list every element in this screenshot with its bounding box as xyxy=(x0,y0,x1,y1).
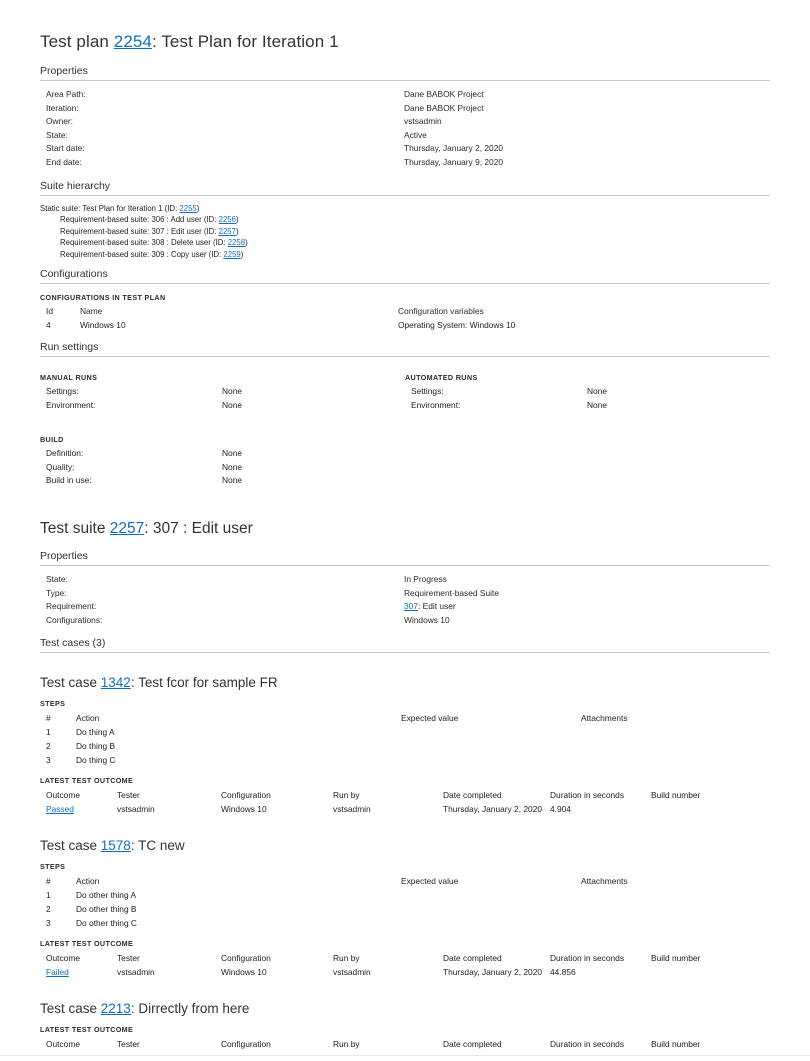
column-header-configuration: Configuration xyxy=(221,1039,271,1050)
latest-test-outcome-subheading: LATEST TEST OUTCOME xyxy=(40,1025,134,1035)
cell-expected-value xyxy=(401,902,581,916)
property-value: Dane BABOK Project xyxy=(404,89,484,99)
test-suite-id-link[interactable]: 2257 xyxy=(109,520,145,538)
cell-action: Do thing C xyxy=(76,755,116,766)
test-cases-heading: Test cases (3) xyxy=(40,637,770,653)
setting-label: Build in use: xyxy=(46,475,92,486)
column-header-configuration: Configuration xyxy=(221,790,271,801)
cell-configuration: Windows 10 xyxy=(221,804,267,815)
test-case-title xyxy=(40,1001,770,1016)
setting-value: None xyxy=(222,461,243,472)
test-case-title-prefix: Test case xyxy=(40,838,101,854)
property-label: Owner: xyxy=(46,116,73,127)
automated-runs-subheading: AUTOMATED RUNS xyxy=(405,373,478,383)
property-label: Requirement: xyxy=(46,601,97,612)
cell-expected-value xyxy=(401,888,581,902)
table-row xyxy=(40,739,770,753)
test-case-title xyxy=(40,675,770,690)
setting-value: None xyxy=(587,399,608,410)
test-case-title-suffix: : Dirrectly from here xyxy=(130,1001,250,1017)
suite-id-link[interactable]: 2256 xyxy=(218,215,236,225)
page-bottom-divider xyxy=(0,1055,810,1061)
manual-runs-column xyxy=(40,364,405,412)
test-case-title xyxy=(40,838,770,853)
steps-subheading: STEPS xyxy=(40,862,66,872)
property-row xyxy=(40,573,770,587)
configurations-subheading: CONFIGURATIONS IN TEST PLAN xyxy=(40,293,166,303)
table-row xyxy=(40,965,770,979)
cell-action: Do other thing C xyxy=(76,918,137,929)
property-value: Thursday, January 2, 2020 xyxy=(404,143,504,154)
column-header-name: Name xyxy=(80,306,103,317)
hierarchy-item-label-end: ) xyxy=(235,226,239,236)
column-header-build-number: Build number xyxy=(651,1039,701,1050)
test-case-id-link[interactable]: 1342 xyxy=(100,675,131,691)
column-header-build-number: Build number xyxy=(651,790,701,801)
cell-name: Windows 10 xyxy=(80,319,126,330)
cell-variables: Operating System: Windows 10 xyxy=(398,319,516,330)
hierarchy-item-label-end: ) xyxy=(245,238,248,248)
column-header-outcome: Outcome xyxy=(46,1039,80,1050)
configurations-table xyxy=(40,305,770,332)
build-settings-list xyxy=(40,447,770,488)
column-header-id: Id xyxy=(46,306,53,317)
property-value: Requirement-based Suite xyxy=(404,587,499,598)
property-value: Thursday, January 9, 2020 xyxy=(404,156,504,167)
test-suite-title xyxy=(40,520,770,538)
cell-duration: 4.904 xyxy=(550,804,571,815)
cell-run-by: vstsadmin xyxy=(333,804,371,815)
setting-value: None xyxy=(222,399,243,410)
test-case-title-suffix: : Test fcor for sample FR xyxy=(130,675,278,691)
outcome-status-link[interactable]: Failed xyxy=(46,967,69,978)
column-header-date-completed: Date completed xyxy=(443,1039,502,1050)
column-header-run-by: Run by xyxy=(333,953,360,964)
column-header-action: Action xyxy=(76,876,100,887)
cell-duration: 44.856 xyxy=(550,967,576,978)
requirement-title: : Edit user xyxy=(417,601,456,612)
suite-hierarchy-tree xyxy=(40,203,770,261)
build-row xyxy=(40,474,770,488)
column-header-attachments: Attachments xyxy=(581,876,628,887)
property-row xyxy=(40,102,770,116)
cell-expected-value xyxy=(401,753,581,767)
column-header-duration: Duration in seconds xyxy=(550,790,625,801)
property-row xyxy=(40,129,770,143)
test-case-id-link[interactable]: 2213 xyxy=(100,1001,131,1017)
build-subheading: BUILD xyxy=(40,435,64,445)
property-value: vstsadmin xyxy=(404,116,442,127)
property-row xyxy=(40,587,770,601)
property-row xyxy=(40,614,770,628)
outcome-table xyxy=(40,951,770,979)
column-header-duration: Duration in seconds xyxy=(550,1039,625,1050)
manual-runs-subheading: MANUAL RUNS xyxy=(40,373,98,383)
table-row xyxy=(40,725,770,739)
steps-table xyxy=(40,711,770,767)
column-header-expected-value: Expected value xyxy=(401,713,459,724)
suite-hierarchy-heading: Suite hierarchy xyxy=(40,180,770,196)
page-title-suffix: : Test Plan for Iteration 1 xyxy=(151,32,339,51)
property-label: Area Path: xyxy=(46,89,86,99)
cell-number: 1 xyxy=(46,727,51,738)
automated-runs-column xyxy=(405,364,770,412)
test-case-title-suffix: : TC new xyxy=(130,838,185,854)
run-settings-heading: Run settings xyxy=(40,341,770,357)
cell-outcome xyxy=(40,802,117,816)
hierarchy-item-label: Requirement-based suite: 306 : Add user (ID: xyxy=(60,215,219,225)
suite-properties-heading: Properties xyxy=(40,550,770,566)
cell-number: 3 xyxy=(46,755,51,766)
setting-label: Environment: xyxy=(46,399,96,410)
column-header-duration: Duration in seconds xyxy=(550,953,625,964)
column-header-date-completed: Date completed xyxy=(443,953,502,964)
property-label: End date: xyxy=(46,156,82,167)
automated-runs-row xyxy=(405,399,770,413)
manual-runs-row xyxy=(40,385,405,399)
property-label: State: xyxy=(46,129,68,140)
hierarchy-item xyxy=(40,214,770,226)
cell-configuration: Windows 10 xyxy=(221,967,267,978)
hierarchy-item xyxy=(40,226,770,238)
cell-tester: vstsadmin xyxy=(117,967,155,978)
cell-number: 2 xyxy=(46,904,51,915)
property-row xyxy=(40,600,770,614)
build-row xyxy=(40,447,770,461)
build-row xyxy=(40,461,770,475)
suite-properties-list xyxy=(40,573,770,627)
hierarchy-item-label-end: ) xyxy=(196,203,200,213)
cell-action: Do thing A xyxy=(76,727,115,738)
column-header-run-by: Run by xyxy=(333,1039,360,1050)
hierarchy-item xyxy=(40,237,770,249)
test-case-title-prefix: Test case xyxy=(40,675,101,691)
test-suite-title-suffix: : 307 : Edit user xyxy=(144,520,253,538)
setting-value: None xyxy=(222,386,243,397)
latest-test-outcome-subheading: LATEST TEST OUTCOME xyxy=(40,939,134,949)
property-value: Windows 10 xyxy=(404,614,450,625)
table-row xyxy=(40,802,770,816)
setting-label: Settings: xyxy=(411,386,444,397)
column-header-run-by: Run by xyxy=(333,790,360,801)
cell-expected-value xyxy=(401,725,581,739)
column-header-number: # xyxy=(46,876,51,887)
table-header-row xyxy=(40,305,770,319)
property-row xyxy=(40,156,770,170)
setting-value: None xyxy=(587,386,608,397)
setting-value: None xyxy=(222,475,243,486)
page-title-prefix: Test plan xyxy=(40,32,114,51)
steps-subheading: STEPS xyxy=(40,699,66,709)
cell-action: Do other thing A xyxy=(76,890,137,901)
hierarchy-item-label: Requirement-based suite: 308 : Delete user (ID: xyxy=(60,238,228,248)
property-label: Type: xyxy=(46,587,67,598)
cell-tester: vstsadmin xyxy=(117,804,155,815)
table-header-row xyxy=(40,788,770,802)
setting-label: Definition: xyxy=(46,448,84,459)
table-header-row xyxy=(40,1037,770,1051)
table-header-row xyxy=(40,874,770,888)
cell-outcome xyxy=(40,965,117,979)
table-row xyxy=(40,753,770,767)
setting-value: None xyxy=(222,448,243,459)
hierarchy-item xyxy=(40,203,770,215)
cell-action: Do other thing B xyxy=(76,904,137,915)
outcome-table xyxy=(40,788,770,816)
cell-number: 1 xyxy=(46,890,51,901)
outcome-status-link[interactable]: Passed xyxy=(46,804,74,815)
column-header-tester: Tester xyxy=(117,953,140,964)
latest-test-outcome-subheading: LATEST TEST OUTCOME xyxy=(40,776,134,786)
cell-expected-value xyxy=(401,739,581,753)
cell-run-by: vstsadmin xyxy=(333,967,371,978)
table-row xyxy=(40,319,770,333)
setting-label: Environment: xyxy=(411,399,461,410)
cell-expected-value xyxy=(401,916,581,930)
hierarchy-item-label: Requirement-based suite: 307 : Edit user (ID: xyxy=(60,226,219,236)
property-row xyxy=(40,115,770,129)
property-value xyxy=(404,600,456,614)
requirement-id-link[interactable]: 307 xyxy=(404,601,418,612)
column-header-tester: Tester xyxy=(117,1039,140,1050)
table-header-row xyxy=(40,951,770,965)
page-title xyxy=(40,32,770,52)
table-header-row xyxy=(40,711,770,725)
table-row xyxy=(40,888,770,902)
suite-id-link[interactable]: 2257 xyxy=(218,226,236,236)
property-value: In Progress xyxy=(404,574,447,585)
suite-id-link[interactable]: 2259 xyxy=(223,249,241,259)
property-label: Configurations: xyxy=(46,614,103,625)
setting-label: Settings: xyxy=(46,386,79,397)
column-header-outcome: Outcome xyxy=(46,790,80,801)
cell-number: 3 xyxy=(46,918,51,929)
cell-date-completed: Thursday, January 2, 2020 xyxy=(443,967,543,978)
property-row xyxy=(40,142,770,156)
column-header-number: # xyxy=(46,713,51,724)
column-header-build-number: Build number xyxy=(651,953,701,964)
column-header-expected-value: Expected value xyxy=(401,876,459,887)
property-label: State: xyxy=(46,574,68,585)
steps-table xyxy=(40,874,770,930)
property-label: Iteration: xyxy=(46,102,79,113)
test-case-id-link[interactable]: 1578 xyxy=(100,838,131,854)
cell-number: 2 xyxy=(46,741,51,752)
test-suite-title-prefix: Test suite xyxy=(40,520,110,538)
test-plan-id-link[interactable]: 2254 xyxy=(113,32,152,51)
suite-id-link[interactable]: 2258 xyxy=(227,238,246,248)
column-header-date-completed: Date completed xyxy=(443,790,502,801)
manual-runs-row xyxy=(40,399,405,413)
column-header-outcome: Outcome xyxy=(46,953,80,964)
table-row xyxy=(40,916,770,930)
table-row xyxy=(40,902,770,916)
column-header-variables: Configuration variables xyxy=(398,306,484,317)
outcome-table xyxy=(40,1037,770,1051)
plan-properties-list xyxy=(40,88,770,170)
column-header-configuration: Configuration xyxy=(221,953,271,964)
property-value: Dane BABOK Project xyxy=(404,102,484,113)
automated-runs-row xyxy=(405,385,770,399)
hierarchy-item-label: Static suite: Test Plan for Iteration 1 (ID: xyxy=(40,203,180,213)
property-value: Active xyxy=(404,129,427,140)
run-settings-columns xyxy=(40,364,770,412)
column-header-attachments: Attachments xyxy=(581,713,628,724)
suite-id-link[interactable]: 2255 xyxy=(179,203,197,213)
setting-label: Quality: xyxy=(46,461,75,472)
property-row xyxy=(40,88,770,102)
cell-action: Do thing B xyxy=(76,741,116,752)
hierarchy-item-label-end: ) xyxy=(240,249,244,259)
column-header-action: Action xyxy=(76,713,100,724)
test-case-title-prefix: Test case xyxy=(40,1001,101,1017)
plan-properties-heading: Properties xyxy=(40,65,770,81)
cell-id: 4 xyxy=(46,319,51,330)
cell-date-completed: Thursday, January 2, 2020 xyxy=(443,804,543,815)
property-label: Start date: xyxy=(46,143,85,154)
hierarchy-item xyxy=(40,249,770,261)
hierarchy-item-label: Requirement-based suite: 309 : Copy user (ID: xyxy=(60,249,224,259)
hierarchy-item-label-end: ) xyxy=(235,215,239,225)
configurations-heading: Configurations xyxy=(40,268,770,284)
column-header-tester: Tester xyxy=(117,790,140,801)
